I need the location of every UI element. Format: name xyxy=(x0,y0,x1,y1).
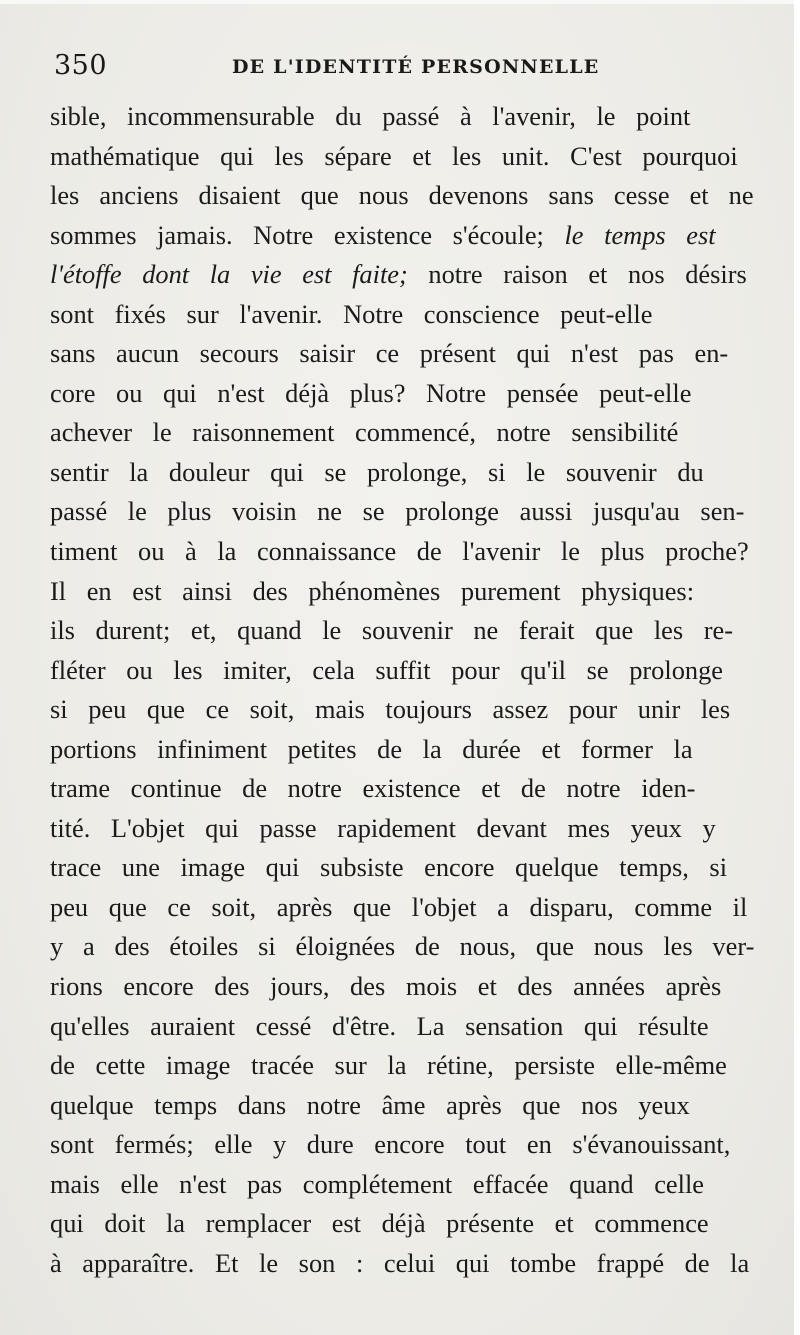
text-line: de cette image tracée sur la rétine, persiste elle-même xyxy=(50,1050,727,1081)
page-right-edge xyxy=(794,0,800,1335)
text-line: mathématique qui les sépare et les unit. C'est pourquoi xyxy=(50,140,738,171)
text-line: achever le raisonnement commencé, notre sensibilité xyxy=(50,417,679,448)
text-line: si peu que ce soit, mais toujours assez pour unir les xyxy=(50,694,731,725)
text-line: sommes jamais. Notre existence s'écoule; le temps est xyxy=(50,219,716,250)
body-text xyxy=(50,97,754,1283)
text-line: core ou qui n'est déjà plus? Notre pensée peut-elle xyxy=(50,377,692,408)
text-line: sans aucun secours saisir ce présent qui n'est pas en- xyxy=(50,338,729,369)
text-line: quelque temps dans notre âme après que nos yeux xyxy=(50,1089,690,1120)
page-top-edge xyxy=(0,0,800,4)
text-line: rions encore des jours, des mois et des années après xyxy=(50,971,722,1002)
text-line: sont fixés sur l'avenir. Notre conscience peut-elle xyxy=(50,298,653,329)
text-line: sentir la douleur qui se prolonge, si le souvenir du xyxy=(50,456,704,487)
text-line: trame continue de notre existence et de notre iden- xyxy=(50,773,696,804)
italic-phrase: le temps est xyxy=(564,219,716,250)
text-line: qu'elles auraient cessé d'être. La sensation qui résulte xyxy=(50,1010,709,1041)
text-line: tité. L'objet qui passe rapidement devant mes yeux y xyxy=(50,812,716,843)
text-line: sible, incommensurable du passé à l'avenir, le point xyxy=(50,101,691,131)
running-title: DE L'IDENTITÉ PERSONNELLE xyxy=(232,56,600,78)
page-header xyxy=(50,44,750,84)
text-line: sont fermés; elle y dure encore tout en s'évanouissant, xyxy=(50,1129,731,1160)
text-line: passé le plus voisin ne se prolonge aussi jusqu'au sen- xyxy=(50,496,745,527)
text-line: y a des étoiles si éloignées de nous, que nous les ver- xyxy=(50,931,754,962)
page-number: 350 xyxy=(54,50,108,81)
text-line: qui doit la remplacer est déjà présente et commence xyxy=(50,1208,709,1239)
text-line: ils durent; et, quand le souvenir ne ferait que les re- xyxy=(50,615,734,646)
text-line: fléter ou les imiter, cela suffit pour qu'il se prolonge xyxy=(50,654,723,685)
text-line: trace une image qui subsiste encore quelque temps, si xyxy=(50,852,728,883)
italic-phrase: l'étoffe dont la vie est faite; xyxy=(50,259,408,290)
text-line: l'étoffe dont la vie est faite; notre raison et nos désirs xyxy=(50,259,747,290)
text-line: peu que ce soit, après que l'objet a disparu, comme il xyxy=(50,891,748,922)
text-line: à apparaître. Et le son : celui qui tombe frappé de la xyxy=(50,1247,750,1278)
text-line: timent ou à la connaissance de l'avenir le plus proche? xyxy=(50,536,749,567)
text-line: mais elle n'est pas complétement effacée quand celle xyxy=(50,1168,705,1199)
text-line: portions infiniment petites de la durée et former la xyxy=(50,733,693,764)
text-line: Il en est ainsi des phénomènes purement physiques: xyxy=(50,575,695,606)
text-line: les anciens disaient que nous devenons sans cesse et ne xyxy=(50,180,754,211)
